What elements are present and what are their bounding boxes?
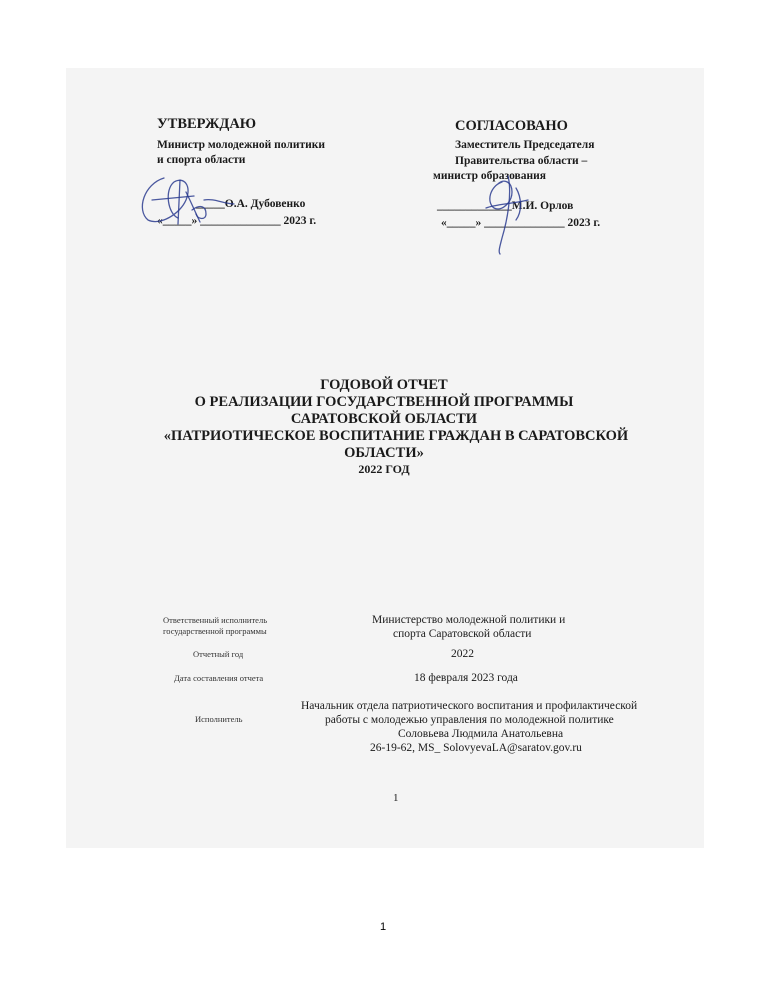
approval-heading-right: СОГЛАСОВАНО [455,118,568,134]
responsible-value-line1: Министерство молодежной политики и [372,614,566,626]
approval-right-line2: Правительства области – [455,155,588,167]
report-title-line4: «ПАТРИОТИЧЕСКОЕ ВОСПИТАНИЕ ГРАЖДАН В САРАТОВСКОЙ [163,428,629,444]
approval-left-name: _____О.А. Дубовенко [196,198,306,210]
responsible-label-line2: государственной программы [163,626,267,636]
executor-value-line4: 26-19-62, MS_ SolovyevaLA@saratov.gov.ru [370,742,582,754]
date-label: Дата составления отчета [174,673,264,683]
responsible-label-line1: Ответственный исполнитель [163,615,268,625]
approval-right-line3: министр образования [433,170,546,182]
approval-right-name: _____________М.И. Орлов [437,200,574,212]
executor-value-line1: Начальник отдела патриотического воспитания и профилактической [301,700,638,712]
footer-page-number: 1 [380,921,387,933]
approval-right-line1: Заместитель Председателя [455,139,595,151]
date-value: 18 февраля 2023 года [414,672,518,684]
responsible-value-line2: спорта Саратовской области [393,628,532,640]
report-title-line5: ОБЛАСТИ» [344,445,424,461]
report-title-year: 2022 ГОД [358,462,410,476]
scan-page-number: 1 [393,792,399,804]
executor-value-line3: Соловьева Людмила Анатольевна [398,728,564,740]
report-title-line2: О РЕАЛИЗАЦИИ ГОСУДАРСТВЕННОЙ ПРОГРАММЫ [194,394,574,410]
executor-label: Исполнитель [195,714,243,724]
approval-left-date: «_____» ______________ 2023 г. [157,215,317,227]
year-label: Отчетный год [193,649,244,659]
approval-left-line2: и спорта области [157,154,246,166]
approval-heading-left: УТВЕРЖДАЮ [157,116,257,132]
year-value: 2022 [451,648,474,660]
approval-right-date: «_____» ______________ 2023 г. [441,217,601,229]
report-title-line1: ГОДОВОЙ ОТЧЕТ [320,377,448,393]
executor-value-line2: работы с молодежью управления по молодежной политике [325,714,614,726]
report-title-line3: САРАТОВСКОЙ ОБЛАСТИ [290,411,478,427]
approval-left-line1: Министр молодежной политики [157,139,326,151]
